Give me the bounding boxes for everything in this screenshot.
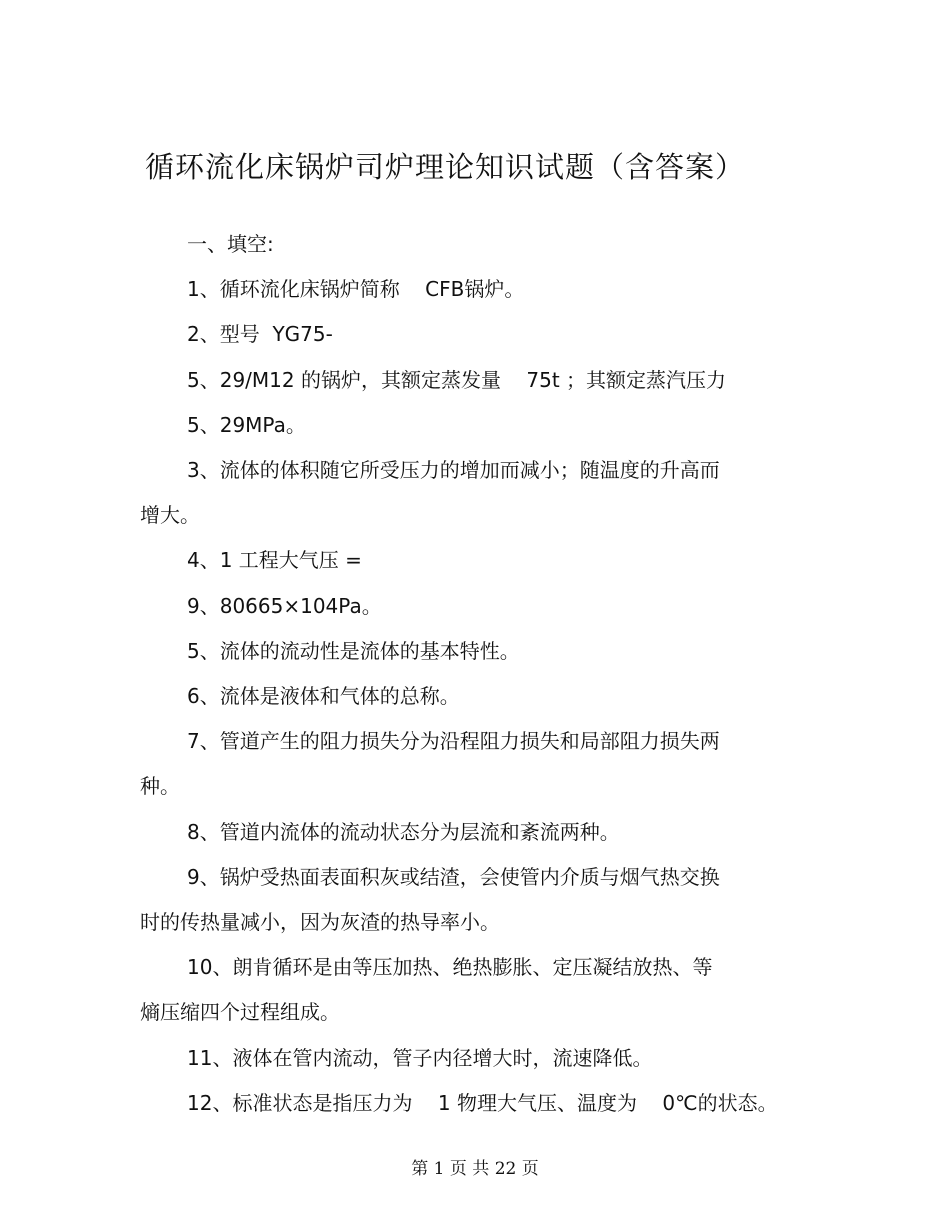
- text-line: 7、管道产生的阻力损失分为沿程阻力损失和局部阻力损失两: [187, 729, 720, 754]
- text-line: 5、流体的流动性是流体的基本特性。: [187, 638, 520, 663]
- text-line: 一、填空:: [187, 232, 274, 256]
- text-line: 11、液体在管内流动，管子内径增大时，流速降低。: [187, 1045, 653, 1070]
- text-line: 1、循环流化床锅炉简称 CFB锅炉。: [187, 277, 525, 302]
- text-line: 12、标准状态是指压力为 1 物理大气压、温度为 0℃的状态。: [187, 1090, 778, 1115]
- text-line: 熵压缩四个过程组成。: [140, 1000, 340, 1025]
- text-line: 9、80665×104Pa。: [187, 593, 382, 618]
- page-footer: 第 1 页 共 22 页: [411, 1159, 539, 1179]
- text-line: 种。: [140, 774, 180, 799]
- text-line: 时的传热量减小，因为灰渣的热导率小。: [140, 910, 500, 935]
- text-line: 5、29MPa。: [187, 412, 306, 437]
- text-line: 10、朗肯循环是由等压加热、绝热膨胀、定压凝结放热、等: [187, 955, 713, 980]
- text-line: 4、1 工程大气压 =: [187, 548, 362, 573]
- text-line: 9、锅炉受热面表面积灰或结渣，会使管内介质与烟气热交换: [187, 864, 720, 889]
- document-body: [140, 222, 780, 1126]
- text-line: 增大。: [140, 503, 200, 528]
- text-line: 6、流体是液体和气体的总称。: [187, 684, 460, 709]
- text-line: 3、流体的体积随它所受压力的增加而减小；随温度的升高而: [187, 458, 720, 483]
- text-line: 2、型号 YG75-: [187, 322, 333, 347]
- document-title: 循环流化床锅炉司炉理论知识试题（含答案）: [144, 150, 745, 185]
- text-line: 8、管道内流体的流动状态分为层流和紊流两种。: [187, 819, 620, 844]
- text-line: 5、29/M12 的锅炉，其额定蒸发量 75t ；其额定蒸汽压力: [187, 367, 727, 392]
